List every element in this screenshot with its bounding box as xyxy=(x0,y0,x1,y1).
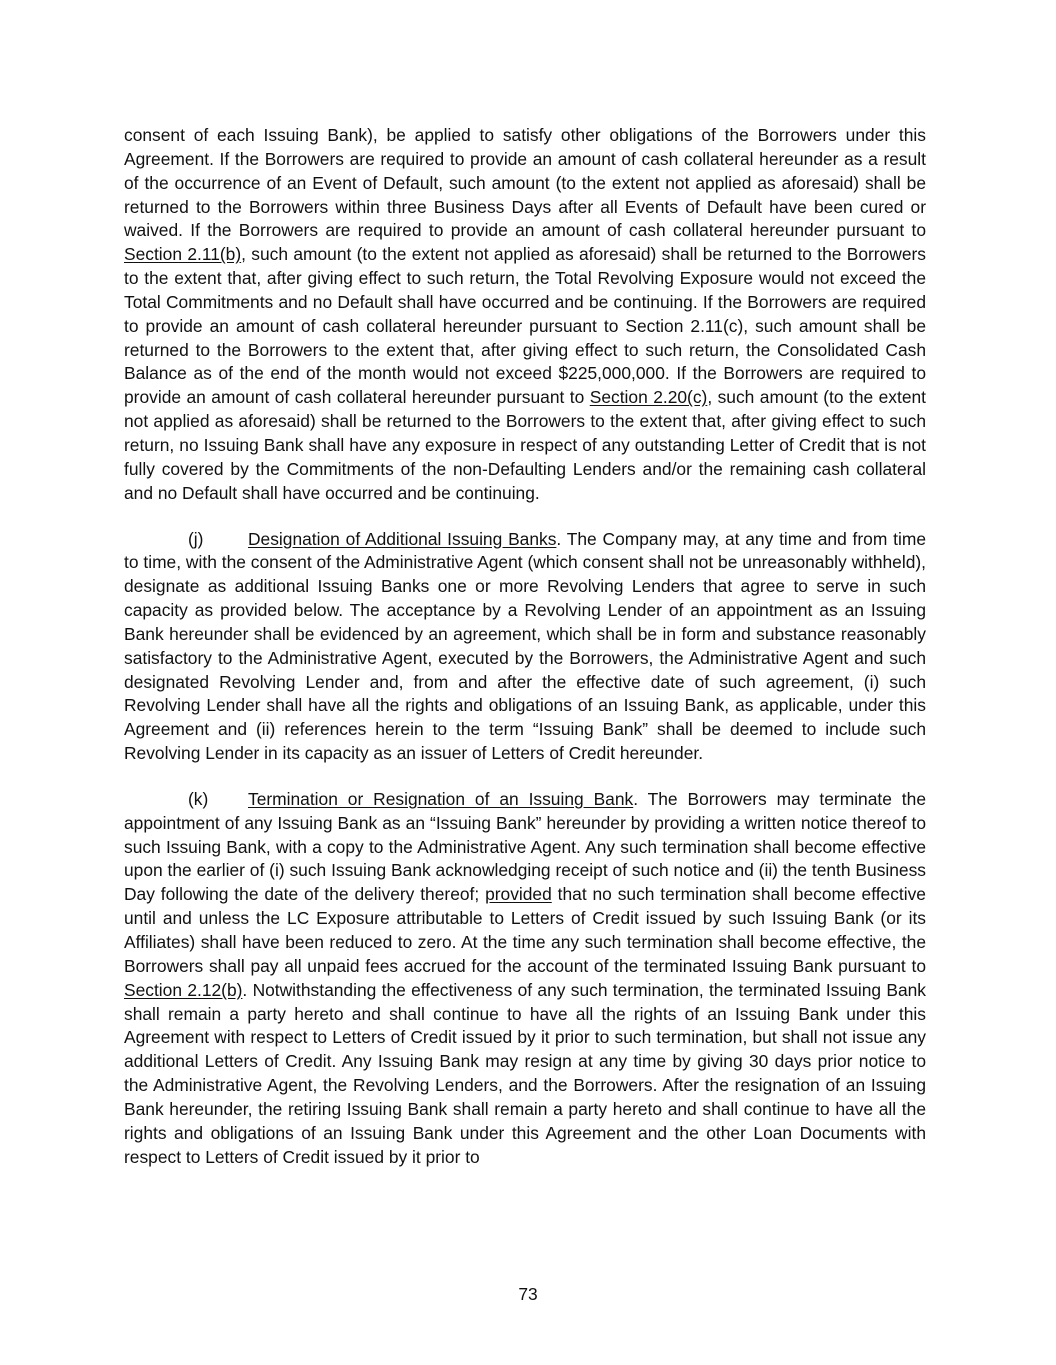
paragraph-text: . Notwithstanding the effectiveness of any such termination, the terminated Issuing Bank shall remain a party hereto and shall continue to have all the rights of an Issuing Bank under this Agreement with respect to Letters of Credit issued by it prior to such termination, but shall not issue any additional Letters of Credit. Any Issuing Bank may resign at any time by giving 30 days prior notice to the Administrative Agent, the Revolving Lenders, and the Borrowers. After the resignation of an Issuing Bank hereunder, the retiring Issuing Bank shall remain a party hereto and shall continue to have all the rights and obligations of an Issuing Bank under this Agreement and the other Loan Documents with respect to Letters of Credit issued by it prior to xyxy=(124,979,926,1167)
section-reference: Section 2.12(b) xyxy=(124,979,243,1000)
paragraph-label: (j) xyxy=(188,528,204,549)
paragraph-text: that no such termination shall become effective until and unless the LC Exposure attributable to Letters of Credit issued by such Issuing Bank (or its Affiliates) shall have been reduced to zero. At the time any such termination shall become effective, the Borrowers shall pay all unpaid fees accrued for the account of the terminated Issuing Bank pursuant to xyxy=(124,884,926,976)
paragraph-text: . The Borrowers may terminate the appointment of any Issuing Bank as an “Issuing Bank” hereunder by providing a written notice thereof to such Issuing Bank, with a copy to the Administrative Agent. Any such termination shall become effective upon the earlier of (i) such Issuing Bank acknowledging receipt of such notice and (ii) the tenth Business Day following the date of the delivery thereof; xyxy=(124,788,926,905)
document-body xyxy=(124,124,926,1169)
section-reference: Section 2.11(b) xyxy=(124,244,242,265)
paragraph-heading: Designation of Additional Issuing Banks xyxy=(248,528,557,549)
provided-term: provided xyxy=(485,884,552,905)
paragraph-text: , such amount (to the extent not applied as aforesaid) shall be returned to the Borrowers to the extent that, after giving effect to such return, no Issuing Bank shall have any exposure in respect of any outstanding Letter of Credit that is not fully covered by the Commitments of the non-Defaulting Lenders and/or the remaining cash collateral and no Default shall have occurred and be continuing. xyxy=(124,387,926,503)
paragraph-text: consent of each Issuing Bank), be applied to satisfy other obligations of the Borrowers under this Agreement. If the Borrowers are required to provide an amount of cash collateral hereunder as a result of the occurrence of an Event of Default, such amount (to the extent not applied as aforesaid) shall be returned to the Borrowers within three Business Days after all Events of Default have been cured or waived. If the Borrowers are required to provide an amount of cash collateral hereunder pursuant to xyxy=(124,125,926,241)
paragraph-i-continued xyxy=(124,124,926,506)
paragraph-text: , such amount (to the extent not applied as aforesaid) shall be returned to the Borrowers to the extent that, after giving effect to such return, the Total Revolving Exposure would not exceed the Total Commitments and no Default shall have occurred and be continuing. If the Borrowers are required to provide an amount of cash collateral hereunder pursuant to Section 2.11(c), such amount shall be returned to the Borrowers to the extent that, after giving effect to such return, the Consolidated Cash Balance as of the end of the month would not exceed $225,000,000. If the Borrowers are required to provide an amount of cash collateral hereunder pursuant to xyxy=(124,244,926,408)
page-number: 73 xyxy=(518,1284,538,1304)
paragraph-heading: Termination or Resignation of an Issuing Bank xyxy=(248,788,634,809)
paragraph-text: . The Company may, at any time and from time to time, with the consent of the Administrative Agent (which consent shall not be unreasonably withheld), designate as additional Issuing Banks one or more Revolving Lenders that agree to serve in such capacity as provided below. The acceptance by a Revolving Lender of an appointment as an Issuing Bank hereunder shall be evidenced by an agreement, which shall be in form and substance reasonably satisfactory to the Administrative Agent, executed by the Borrowers, the Administrative Agent and such designated Revolving Lender and, from and after the effective date of such agreement, (i) such Revolving Lender shall have all the rights and obligations of an Issuing Bank, as applicable, under this Agreement and (ii) references herein to the term “Issuing Bank” shall be deemed to include such Revolving Lender in its capacity as an issuer of Letters of Credit hereunder. xyxy=(124,528,927,764)
paragraph-label: (k) xyxy=(188,788,209,809)
paragraph-j xyxy=(124,528,926,766)
paragraph-k xyxy=(124,788,926,1170)
section-reference: Section 2.20(c) xyxy=(589,387,708,408)
